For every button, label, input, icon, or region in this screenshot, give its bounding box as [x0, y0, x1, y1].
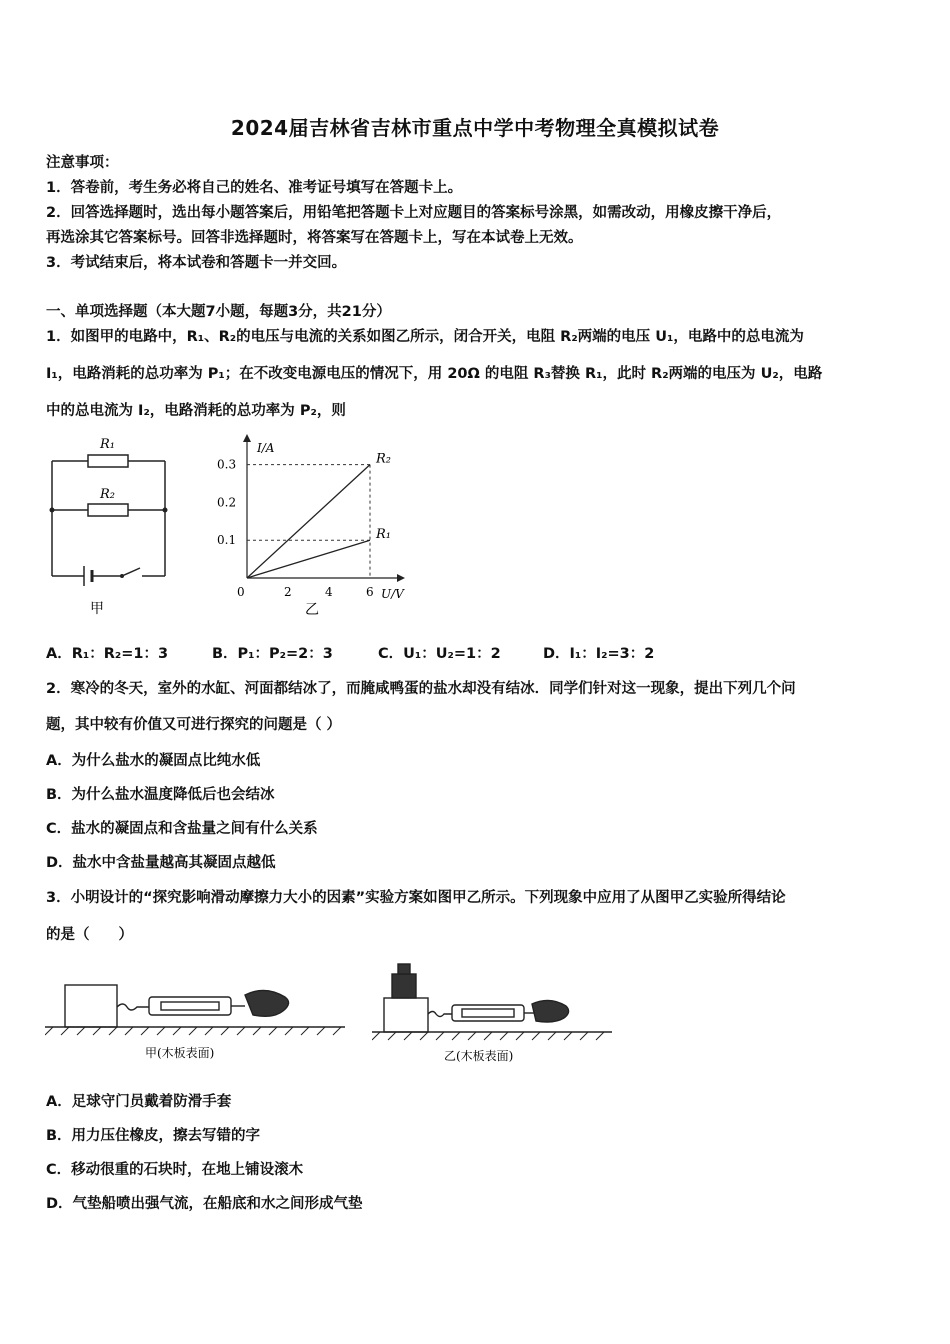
q1-option-b[interactable]: B．P₁：P₂=2：3 — [212, 646, 333, 662]
resistor-r1 — [88, 455, 128, 467]
notice-item: 1．答卷前，考生务必将自己的姓名、准考证号填写在答题卡上。 — [46, 180, 463, 196]
q1-line: 中的总电流为 I₂，电路消耗的总功率为 P₂，则 — [46, 403, 346, 419]
circuit-diagram — [40, 428, 180, 623]
x-tick-label: 0 — [237, 585, 245, 599]
notice-heading: 注意事项： — [46, 155, 119, 171]
switch-pivot — [120, 574, 124, 578]
hook — [428, 1012, 452, 1017]
q2-option-c[interactable]: C．盐水的凝固点和含盐量之间有什么关系 — [46, 821, 318, 837]
x-axis-arrow — [397, 574, 405, 582]
spring-scale-window — [161, 1002, 219, 1010]
q2-option-d[interactable]: D．盐水中含盐量越高其凝固点越低 — [46, 855, 276, 871]
junction-dot — [50, 508, 55, 513]
y-axis-arrow — [243, 434, 251, 442]
q2-option-b[interactable]: B．为什么盐水温度降低后也会结冰 — [46, 787, 275, 803]
q1-option-a[interactable]: A．R₁：R₂=1：3 — [46, 646, 169, 662]
q3-line: 的是（ ） — [46, 927, 133, 943]
wooden-block — [384, 998, 428, 1032]
y-tick-label: 0.1 — [217, 533, 237, 548]
y-axis-label: I/A — [257, 441, 275, 455]
figure-jia-caption: 甲 — [90, 601, 104, 617]
x-tick-label: 2 — [284, 585, 292, 599]
wooden-block — [65, 985, 117, 1027]
x-tick-label: 4 — [325, 585, 333, 599]
chart-caption: 乙 — [305, 602, 319, 618]
spring-scale-window — [462, 1009, 514, 1017]
series-label-r1: R₁ — [376, 527, 391, 543]
q3-line: 3．小明设计的“探究影响滑动摩擦力大小的因素”实验方案如图甲乙所示。下列现象中应用了从图甲乙实验所得结论 — [46, 890, 786, 906]
q1-line: 1．如图甲的电路中，R₁、R₂的电压与电流的关系如图乙所示，闭合开关，电阻 R₂两端的电压 U₁，电路中的总电流为 — [46, 329, 804, 345]
notice-item: 再选涂其它答案标号。回答非选择题时，将答案写在答题卡上，写在本试卷上无效。 — [46, 230, 583, 246]
q3-option-d[interactable]: D．气垫船喷出强气流，在船底和水之间形成气垫 — [46, 1196, 363, 1212]
series-label-r2: R₂ — [376, 451, 391, 467]
q3-option-b[interactable]: B．用力压住橡皮，擦去写错的字 — [46, 1128, 261, 1144]
r2-label: R₂ — [100, 487, 115, 502]
switch-lever — [122, 568, 140, 576]
q3-option-a[interactable]: A．足球守门员戴着防滑手套 — [46, 1094, 232, 1110]
junction-dot — [163, 508, 168, 513]
q2-option-a[interactable]: A．为什么盐水的凝固点比纯水低 — [46, 753, 261, 769]
x-tick-label: 6 — [366, 585, 374, 599]
spring-scale — [452, 1005, 524, 1021]
section-heading: 一、单项选择题（本大题7小题，每题3分，共21分） — [46, 304, 391, 320]
r1-label: R₁ — [100, 437, 115, 452]
notice-item: 2．回答选择题时，选出每小题答案后，用铅笔把答题卡上对应题目的答案标号涂黑，如需改动，用橡皮擦干净后， — [46, 205, 782, 221]
figure-yi-caption: 乙(木板表面) — [444, 1049, 514, 1063]
q1-line: I₁，电路消耗的总功率为 P₁；在不改变电源电压的情况下，用 20Ω 的电阻 R₃替换 R₁，此时 R₂两端的电压为 U₂，电路 — [46, 366, 823, 382]
q1-option-d[interactable]: D．I₁：I₂=3：2 — [543, 646, 655, 662]
friction-figure-yi — [372, 958, 612, 1066]
weight-icon — [392, 974, 416, 998]
notice-item: 3．考试结束后，将本试卷和答题卡一并交回。 — [46, 255, 347, 271]
iu-chart — [215, 430, 425, 625]
hand-icon — [245, 990, 289, 1016]
y-tick-label: 0.2 — [217, 495, 237, 510]
friction-figure-jia — [45, 965, 345, 1065]
y-tick-label: 0.3 — [217, 457, 237, 472]
q2-line: 题，其中较有价值又可进行探究的问题是（ ） — [46, 717, 342, 733]
series-line-r2 — [247, 465, 370, 578]
resistor-r2 — [88, 504, 128, 516]
q1-option-c[interactable]: C．U₁：U₂=1：2 — [378, 646, 501, 662]
series-line-r1 — [247, 540, 370, 578]
hand-icon — [532, 1000, 569, 1022]
page-title: 2024届吉林省吉林市重点中学中考物理全真模拟试卷 — [230, 116, 720, 140]
figure-jia-caption: 甲(木板表面) — [145, 1046, 215, 1060]
x-axis-label: U/V — [381, 587, 404, 601]
q2-line: 2．寒冷的冬天，室外的水缸、河面都结冰了，而腌咸鸭蛋的盐水却没有结冰．同学们针对这一现象，提出下列几个问 — [46, 681, 796, 697]
q3-option-c[interactable]: C．移动很重的石块时，在地上铺设滚木 — [46, 1162, 304, 1178]
hook — [117, 1004, 149, 1010]
